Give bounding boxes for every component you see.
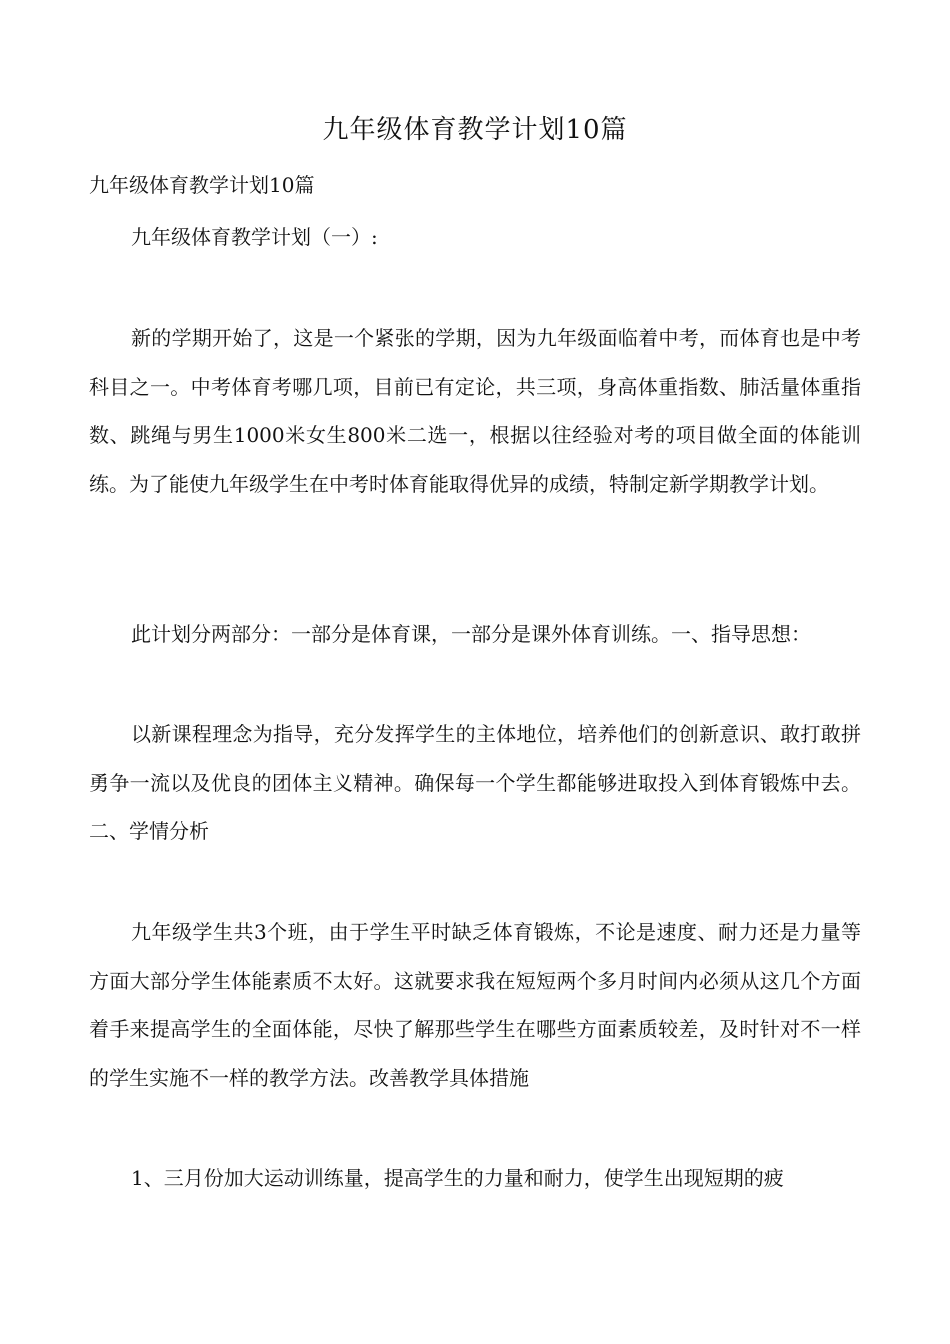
paragraph-measure-1: 1、三月份加大运动训练量，提高学生的力量和耐力，使学生出现短期的疲 <box>131 1166 784 1190</box>
paragraph-intro: 新的学期开始了，这是一个紧张的学期，因为九年级面临着中考，而体育也是中考科目之一。中考体育考哪几项，目前已有定论，共三项，身高体重指数、肺活量体重指数、跳绳与男生1000米女生800米二选一，根据以往经验对考的项目做全面的体能训练。为了能使九年级学生在中考时体育能取得优异的成绩，特制定新学期教学计划。 <box>89 326 861 496</box>
paragraph-student-analysis: 九年级学生共3个班，由于学生平时缺乏体育锻炼，不论是速度、耐力还是力量等方面大部分学生体能素质不太好。这就要求我在短短两个多月时间内必须从这几个方面着手来提高学生的全面体能，尽快了解那些学生在哪些方面素质较差，及时针对不一样的学生实施不一样的教学方法。改善教学具体措施 <box>89 920 861 1090</box>
section-heading: 九年级体育教学计划（一）: <box>131 225 378 249</box>
paragraph-plan-parts: 此计划分两部分：一部分是体育课，一部分是课外体育训练。一、指导思想： <box>131 622 811 646</box>
paragraph-guiding-idea: 以新课程理念为指导，充分发挥学生的主体地位，培养他们的创新意识、敢打敢拼勇争一流以及优良的团体主义精神。确保每一个学生都能够进取投入到体育锻炼中去。二、学情分析 <box>89 722 861 843</box>
document-title: 九年级体育教学计划10篇 <box>322 115 628 145</box>
document-subtitle: 九年级体育教学计划10篇 <box>89 173 315 197</box>
